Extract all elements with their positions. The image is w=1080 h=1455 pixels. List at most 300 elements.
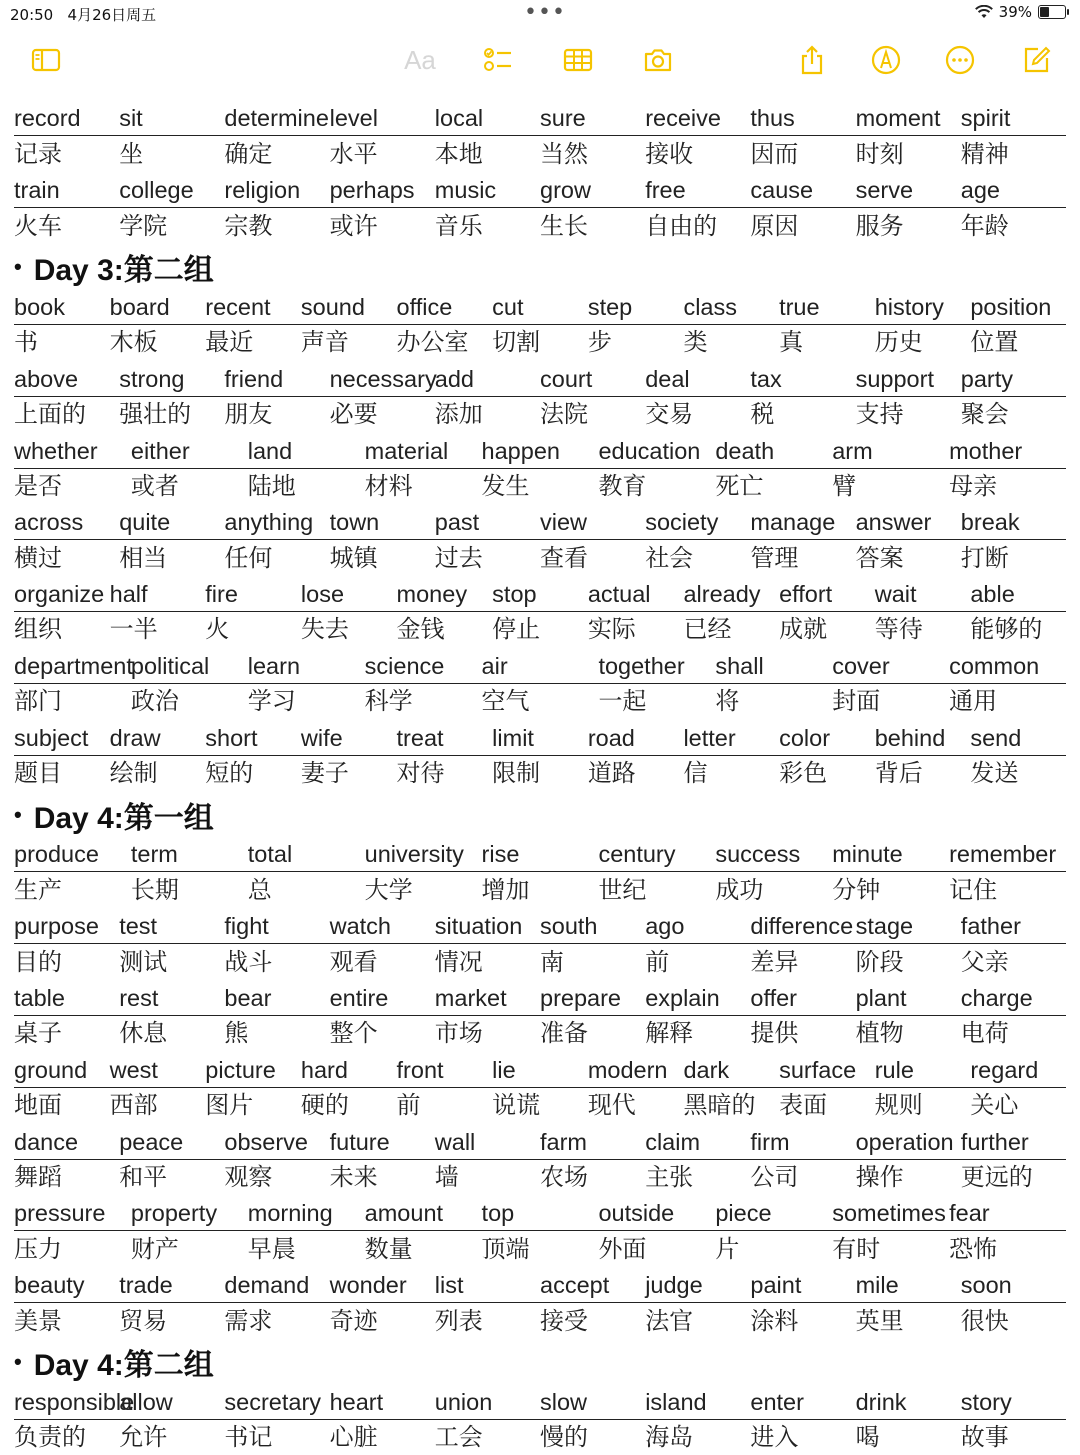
english-word: record <box>14 105 81 132</box>
chinese-meaning: 市场 <box>434 1019 483 1048</box>
chinese-meaning: 阶段 <box>855 947 904 976</box>
english-word: century <box>598 841 676 868</box>
english-word-row <box>14 980 1066 1016</box>
english-word: political <box>130 652 210 679</box>
chinese-meaning-row <box>14 872 1066 907</box>
english-word: class <box>683 293 737 320</box>
english-word-row <box>14 504 1066 540</box>
chinese-meaning-row <box>14 208 1066 243</box>
checklist-button[interactable] <box>478 40 518 80</box>
english-word: slow <box>540 1388 588 1415</box>
english-word: draw <box>109 724 161 751</box>
english-word: science <box>364 652 445 679</box>
english-word: west <box>109 1056 158 1083</box>
chinese-meaning-row <box>14 397 1066 432</box>
english-word: color <box>779 724 831 751</box>
chinese-meaning: 信 <box>683 759 708 788</box>
chinese-meaning: 确定 <box>224 139 273 168</box>
table-icon <box>562 44 594 76</box>
chinese-meaning: 外面 <box>598 1234 647 1263</box>
chinese-meaning: 城镇 <box>329 543 378 572</box>
chinese-meaning-row <box>14 325 1066 360</box>
share-icon <box>796 44 828 76</box>
english-word: rise <box>481 841 520 868</box>
english-word: sure <box>540 105 586 132</box>
chinese-meaning: 涂料 <box>750 1306 799 1335</box>
chinese-meaning: 熊 <box>224 1019 249 1048</box>
english-word: party <box>960 365 1014 392</box>
english-word: cut <box>492 293 524 320</box>
chinese-meaning: 分钟 <box>832 875 881 904</box>
bullet-icon: • <box>14 254 22 280</box>
chinese-meaning: 未来 <box>329 1162 378 1191</box>
english-word: whether <box>14 437 98 464</box>
english-word: beauty <box>14 1272 85 1299</box>
english-word: union <box>434 1388 493 1415</box>
english-word: future <box>329 1128 390 1155</box>
chinese-meaning: 因而 <box>750 139 799 168</box>
chinese-meaning: 坐 <box>119 139 144 168</box>
chinese-meaning: 图片 <box>205 1091 254 1120</box>
english-word: either <box>130 437 190 464</box>
english-word: education <box>598 437 701 464</box>
english-word: book <box>14 293 65 320</box>
english-word: arm <box>832 437 873 464</box>
english-word-row <box>14 1267 1066 1303</box>
english-word: money <box>396 581 468 608</box>
chinese-meaning: 自由的 <box>645 211 718 240</box>
note-body[interactable] <box>14 100 1066 1455</box>
english-word: term <box>130 841 178 868</box>
chinese-meaning: 当然 <box>540 139 588 168</box>
chinese-meaning-row <box>14 612 1066 647</box>
english-word: deal <box>645 365 690 392</box>
english-word-row <box>14 172 1066 208</box>
chinese-meaning: 声音 <box>300 328 349 357</box>
chinese-meaning: 增加 <box>481 875 530 904</box>
english-word: treat <box>396 724 444 751</box>
chinese-meaning: 组织 <box>14 615 62 644</box>
chinese-meaning: 和平 <box>119 1162 168 1191</box>
chinese-meaning: 添加 <box>434 400 483 429</box>
chinese-meaning: 强壮的 <box>119 400 192 429</box>
english-word: difference <box>750 913 854 940</box>
english-word: story <box>960 1388 1012 1415</box>
chinese-meaning: 相当 <box>119 543 168 572</box>
battery-fill <box>1040 7 1049 17</box>
chinese-meaning: 任何 <box>224 543 273 572</box>
chinese-meaning: 年龄 <box>960 211 1009 240</box>
more-options-button[interactable] <box>940 40 980 80</box>
chinese-meaning: 政治 <box>130 687 179 716</box>
chinese-meaning: 有时 <box>832 1234 881 1263</box>
english-word: dance <box>14 1128 79 1155</box>
chinese-meaning: 喝 <box>855 1423 880 1452</box>
english-word: picture <box>205 1056 276 1083</box>
english-word: tax <box>750 365 782 392</box>
chinese-meaning: 上面的 <box>14 400 86 429</box>
english-word: total <box>247 841 293 868</box>
english-word: material <box>364 437 449 464</box>
english-word-row <box>14 836 1066 872</box>
english-word: true <box>779 293 820 320</box>
chinese-meaning: 舞蹈 <box>14 1162 62 1191</box>
english-word-row <box>14 908 1066 944</box>
english-word: past <box>434 509 480 536</box>
english-word: happen <box>481 437 560 464</box>
chinese-meaning: 一起 <box>598 687 647 716</box>
english-word: behind <box>874 724 946 751</box>
chinese-meaning: 对待 <box>396 759 445 788</box>
chinese-meaning: 服务 <box>855 211 904 240</box>
chinese-meaning: 关心 <box>970 1091 1019 1120</box>
chinese-meaning: 火车 <box>14 211 62 240</box>
chinese-meaning: 奇迹 <box>329 1306 378 1335</box>
status-bar <box>0 0 1080 28</box>
chinese-meaning: 查看 <box>540 543 588 572</box>
chinese-meaning: 观察 <box>224 1162 273 1191</box>
english-word-row <box>14 1051 1066 1087</box>
english-word: purpose <box>14 913 99 940</box>
sidebar-icon <box>30 44 62 76</box>
chinese-meaning: 材料 <box>364 471 413 500</box>
english-word: dark <box>683 1056 730 1083</box>
english-word: secretary <box>224 1388 322 1415</box>
chinese-meaning: 等待 <box>874 615 923 644</box>
table-button[interactable] <box>558 40 598 80</box>
chinese-meaning: 墙 <box>434 1162 459 1191</box>
english-word: observe <box>224 1128 308 1155</box>
chinese-meaning: 朋友 <box>224 400 273 429</box>
english-word: town <box>329 509 380 536</box>
chinese-meaning: 成就 <box>779 615 828 644</box>
english-word: shall <box>715 652 764 679</box>
chinese-meaning: 更远的 <box>960 1162 1033 1191</box>
chinese-meaning: 硬的 <box>300 1091 349 1120</box>
english-word: support <box>855 365 934 392</box>
chinese-meaning: 书记 <box>224 1423 273 1452</box>
english-word: modern <box>587 1056 668 1083</box>
chinese-meaning: 长期 <box>130 875 179 904</box>
english-word: paint <box>750 1272 802 1299</box>
english-word: grow <box>540 177 591 204</box>
english-word: success <box>715 841 801 868</box>
battery-percent: 39% <box>998 3 1032 21</box>
english-word-row <box>14 1123 1066 1159</box>
share-button[interactable] <box>792 40 832 80</box>
english-word: rest <box>119 984 159 1011</box>
chinese-meaning: 社会 <box>645 543 694 572</box>
chinese-meaning: 记录 <box>14 139 62 168</box>
chinese-meaning: 数量 <box>364 1234 413 1263</box>
english-word: half <box>109 581 148 608</box>
english-word: add <box>434 365 475 392</box>
chinese-meaning-row <box>14 469 1066 504</box>
chinese-meaning: 早晨 <box>247 1234 296 1263</box>
english-word: view <box>540 509 588 536</box>
english-word: accept <box>540 1272 610 1299</box>
english-word: cause <box>750 177 814 204</box>
chinese-meaning: 操作 <box>855 1162 904 1191</box>
chinese-meaning: 休息 <box>119 1019 168 1048</box>
sidebar-toggle-button[interactable] <box>26 40 66 80</box>
english-word: table <box>14 984 65 1011</box>
chinese-meaning: 总 <box>247 875 272 904</box>
english-word: enter <box>750 1388 804 1415</box>
chinese-meaning: 工会 <box>434 1423 483 1452</box>
english-word: break <box>960 509 1020 536</box>
chinese-meaning: 空气 <box>481 687 530 716</box>
english-word: watch <box>329 913 391 940</box>
english-word: island <box>645 1388 707 1415</box>
english-word: mile <box>855 1272 899 1299</box>
english-word: music <box>434 177 497 204</box>
english-word: market <box>434 984 507 1011</box>
english-word: operation <box>855 1128 954 1155</box>
chinese-meaning: 失去 <box>300 615 349 644</box>
chinese-meaning: 规则 <box>874 1091 923 1120</box>
english-word: allow <box>119 1388 173 1415</box>
chinese-meaning: 美景 <box>14 1306 62 1335</box>
chinese-meaning: 主张 <box>645 1162 694 1191</box>
chinese-meaning: 限制 <box>492 759 541 788</box>
english-word: father <box>960 913 1021 940</box>
chinese-meaning: 税 <box>750 400 775 429</box>
english-word: step <box>587 293 633 320</box>
chinese-meaning: 进入 <box>750 1423 799 1452</box>
chinese-meaning: 水平 <box>329 139 378 168</box>
chinese-meaning: 发送 <box>970 759 1019 788</box>
section-heading-text: Day 4:第一组 <box>33 801 214 835</box>
english-word: hard <box>300 1056 348 1083</box>
chinese-meaning: 目的 <box>14 947 62 976</box>
english-word-row <box>14 719 1066 755</box>
english-word: ago <box>645 913 685 940</box>
chinese-meaning: 父亲 <box>960 947 1009 976</box>
chinese-meaning: 短的 <box>205 759 254 788</box>
chinese-meaning: 解释 <box>645 1019 694 1048</box>
english-word: test <box>119 913 158 940</box>
chinese-meaning: 已经 <box>683 615 732 644</box>
english-word: land <box>247 437 293 464</box>
english-word: heart <box>329 1388 384 1415</box>
english-word: limit <box>492 724 534 751</box>
status-time: 20:50 4月26日周五 <box>10 6 157 24</box>
chinese-meaning: 战斗 <box>224 947 273 976</box>
english-word: actual <box>587 581 651 608</box>
status-right <box>975 3 1066 21</box>
format-button[interactable] <box>400 40 440 80</box>
chinese-meaning: 南 <box>540 947 564 976</box>
compose-button[interactable] <box>1016 40 1056 80</box>
chinese-meaning: 是否 <box>14 471 62 500</box>
english-word: short <box>205 724 258 751</box>
english-word: sound <box>300 293 365 320</box>
chinese-meaning: 横过 <box>14 543 62 572</box>
markup-button[interactable] <box>866 40 906 80</box>
chinese-meaning: 整个 <box>329 1019 378 1048</box>
section-heading <box>14 791 1066 836</box>
chinese-meaning-row <box>14 1303 1066 1338</box>
chinese-meaning: 接受 <box>540 1306 588 1335</box>
format-label: Aa <box>404 44 436 75</box>
chinese-meaning: 管理 <box>750 543 799 572</box>
english-word: together <box>598 652 685 679</box>
english-word: ground <box>14 1056 88 1083</box>
chinese-meaning: 背后 <box>874 759 923 788</box>
english-word: spirit <box>960 105 1011 132</box>
chinese-meaning: 音乐 <box>434 211 483 240</box>
chinese-meaning: 故事 <box>960 1423 1009 1452</box>
multitasking-dots-icon[interactable]: ••• <box>524 0 566 25</box>
bullet-icon: • <box>14 801 22 827</box>
english-word: stop <box>492 581 537 608</box>
english-word: cover <box>832 652 890 679</box>
chinese-meaning: 准备 <box>540 1019 588 1048</box>
chinese-meaning: 法院 <box>540 400 588 429</box>
english-word: lie <box>492 1056 516 1083</box>
chinese-meaning: 将 <box>715 687 740 716</box>
chinese-meaning: 生长 <box>540 211 588 240</box>
english-word: sometimes <box>832 1200 946 1227</box>
english-word: drink <box>855 1388 907 1415</box>
chinese-meaning: 生产 <box>14 875 62 904</box>
chinese-meaning: 时刻 <box>855 139 904 168</box>
chinese-meaning: 负责的 <box>14 1423 86 1452</box>
notes-toolbar <box>0 40 1080 84</box>
english-word: common <box>949 652 1040 679</box>
chinese-meaning: 科学 <box>364 687 413 716</box>
english-word: serve <box>855 177 914 204</box>
chinese-meaning: 财产 <box>130 1234 179 1263</box>
english-word: office <box>396 293 453 320</box>
chinese-meaning: 母亲 <box>949 471 998 500</box>
chinese-meaning: 陆地 <box>247 471 296 500</box>
english-word: level <box>329 105 378 132</box>
english-word: friend <box>224 365 284 392</box>
english-word: judge <box>645 1272 703 1299</box>
chinese-meaning: 测试 <box>119 947 168 976</box>
chinese-meaning: 发生 <box>481 471 530 500</box>
english-word: religion <box>224 177 301 204</box>
english-word: letter <box>683 724 736 751</box>
chinese-meaning: 必要 <box>329 400 378 429</box>
english-word: local <box>434 105 484 132</box>
chinese-meaning: 打断 <box>960 543 1009 572</box>
chinese-meaning: 地面 <box>14 1091 62 1120</box>
english-word: property <box>130 1200 218 1227</box>
chinese-meaning: 学习 <box>247 687 296 716</box>
chinese-meaning-row <box>14 1160 1066 1195</box>
chinese-meaning-row <box>14 1420 1066 1455</box>
chinese-meaning: 观看 <box>329 947 378 976</box>
english-word: wonder <box>329 1272 407 1299</box>
chinese-meaning: 片 <box>715 1234 740 1263</box>
chinese-meaning: 贸易 <box>119 1306 168 1335</box>
chinese-meaning: 情况 <box>434 947 483 976</box>
checklist-icon <box>482 44 514 76</box>
chinese-meaning: 题目 <box>14 759 62 788</box>
english-word: free <box>645 177 686 204</box>
english-word: amount <box>364 1200 444 1227</box>
english-word: age <box>960 177 1001 204</box>
english-word: death <box>715 437 775 464</box>
chinese-meaning: 火 <box>205 615 230 644</box>
chinese-meaning: 书 <box>14 328 38 357</box>
section-heading-text: Day 3:第二组 <box>33 254 214 288</box>
chinese-meaning: 停止 <box>492 615 541 644</box>
chinese-meaning: 过去 <box>434 543 483 572</box>
english-word: organize <box>14 581 105 608</box>
chinese-meaning: 封面 <box>832 687 881 716</box>
english-word: rule <box>874 1056 914 1083</box>
english-word: charge <box>960 984 1033 1011</box>
chinese-meaning: 前 <box>396 1091 421 1120</box>
chinese-meaning: 支持 <box>855 400 904 429</box>
status-date: 4月26日周五 <box>67 6 157 24</box>
english-word: wait <box>874 581 917 608</box>
english-word: fight <box>224 913 269 940</box>
chinese-meaning: 部门 <box>14 687 62 716</box>
chinese-meaning: 通用 <box>949 687 998 716</box>
english-word: position <box>970 293 1052 320</box>
chinese-meaning: 办公室 <box>396 328 469 357</box>
bullet-icon: • <box>14 1349 22 1374</box>
english-word: thus <box>750 105 795 132</box>
section-heading <box>14 244 1066 289</box>
chinese-meaning: 很快 <box>960 1306 1009 1335</box>
english-word-row <box>14 360 1066 396</box>
chinese-meaning: 农场 <box>540 1162 588 1191</box>
chinese-meaning: 教育 <box>598 471 647 500</box>
english-word: quite <box>119 509 171 536</box>
english-word: fire <box>205 581 238 608</box>
chinese-meaning: 宗教 <box>224 211 273 240</box>
english-word: court <box>540 365 593 392</box>
chinese-meaning: 心脏 <box>329 1423 378 1452</box>
chinese-meaning: 步 <box>587 328 612 357</box>
english-word: remember <box>949 841 1057 868</box>
english-word: claim <box>645 1128 701 1155</box>
chinese-meaning: 现代 <box>587 1091 636 1120</box>
english-word: air <box>481 652 508 679</box>
wifi-icon <box>975 5 993 19</box>
chinese-meaning: 英里 <box>855 1306 904 1335</box>
english-word: produce <box>14 841 99 868</box>
english-word: send <box>970 724 1022 751</box>
chinese-meaning: 最近 <box>205 328 254 357</box>
english-word-row <box>14 432 1066 468</box>
chinese-meaning: 真 <box>779 328 804 357</box>
chinese-meaning: 金钱 <box>396 615 445 644</box>
camera-button[interactable] <box>638 40 678 80</box>
compose-icon <box>1020 44 1052 76</box>
camera-icon <box>642 44 674 76</box>
english-word: determine <box>224 105 329 132</box>
english-word: demand <box>224 1272 310 1299</box>
chinese-meaning: 学院 <box>119 211 168 240</box>
chinese-meaning: 或许 <box>329 211 378 240</box>
chinese-meaning: 道路 <box>587 759 636 788</box>
english-word-row <box>14 1195 1066 1231</box>
english-word: wall <box>434 1128 476 1155</box>
english-word: history <box>874 293 944 320</box>
english-word-row <box>14 576 1066 612</box>
chinese-meaning: 绘制 <box>109 759 158 788</box>
english-word: situation <box>434 913 523 940</box>
chinese-meaning: 桌子 <box>14 1019 62 1048</box>
english-word: responsible <box>14 1388 135 1415</box>
